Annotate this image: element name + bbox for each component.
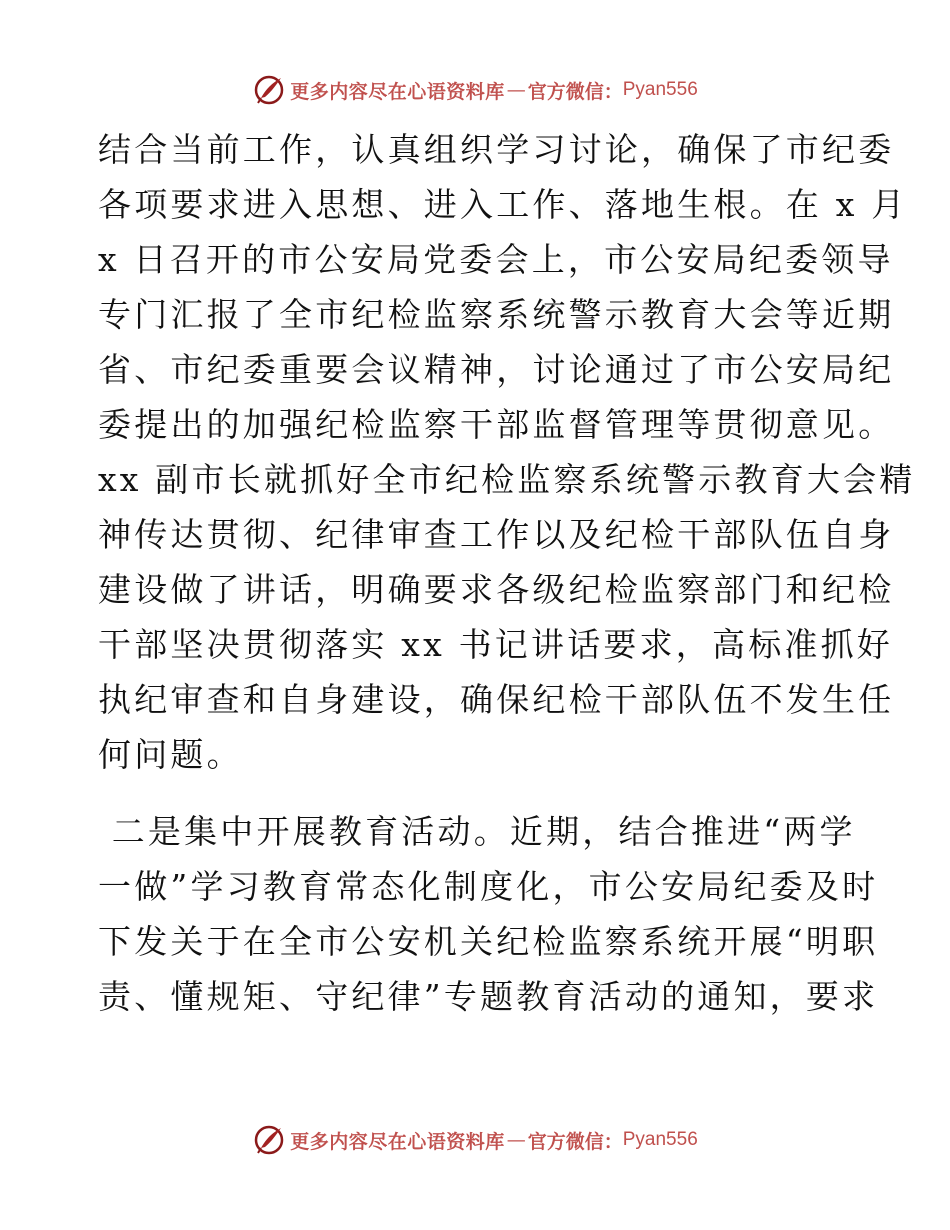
feather-pen-logo-icon	[252, 1123, 286, 1157]
header-banner	[0, 70, 950, 110]
footer-banner	[0, 1120, 950, 1160]
banner-title: 更多内容尽在心语资料库	[290, 80, 505, 103]
text-line: 委提出的加强纪检监察干部监督管理等贯彻意见。	[98, 405, 895, 444]
text-line: 二是集中开展教育活动。近期，结合推进“两学	[98, 812, 856, 851]
text-line: 何问题。	[98, 735, 243, 774]
text-line: 省、市纪委重要会议精神，讨论通过了市公安局纪	[98, 350, 895, 389]
banner-title: 更多内容尽在心语资料库	[290, 1130, 505, 1153]
text-line: 各项要求进入思想、进入工作、落地生根。在 x 月	[98, 185, 908, 224]
paragraph-2	[98, 804, 879, 1024]
banner-wechat-id: Pyan556	[622, 1129, 698, 1150]
text-line: xx 副市长就抓好全市纪检监察系统警示教育大会精	[98, 460, 916, 499]
text-line: 结合当前工作，认真组织学习讨论，确保了市纪委	[98, 130, 895, 169]
text-line: 下发关于在全市公安机关纪检监察系统开展“明职	[98, 922, 879, 961]
text-line: 干部坚决贯彻落实 xx 书记讲话要求，高标准抓好	[98, 625, 894, 664]
banner-official-label: 官方微信：	[527, 1130, 623, 1153]
text-line: 责、懂规矩、守纪律”专题教育活动的通知，要求	[98, 977, 879, 1016]
banner-dash: —	[506, 1129, 526, 1151]
document-body	[98, 122, 916, 1024]
text-line: 专门汇报了全市纪检监察系统警示教育大会等近期	[98, 295, 895, 334]
banner-wechat-id: Pyan556	[622, 79, 698, 100]
banner-dash: —	[506, 79, 526, 101]
text-line: x 日召开的市公安局党委会上，市公安局纪委领导	[98, 240, 894, 279]
feather-pen-logo-icon	[252, 73, 286, 107]
text-line: 建设做了讲话，明确要求各级纪检监察部门和纪检	[98, 570, 895, 609]
paragraph-spacer	[98, 782, 858, 804]
text-line: 执纪审查和自身建设，确保纪检干部队伍不发生任	[98, 680, 895, 719]
text-line: 神传达贯彻、纪律审查工作以及纪检干部队伍自身	[98, 515, 895, 554]
text-line: 一做”学习教育常态化制度化，市公安局纪委及时	[98, 867, 879, 906]
banner-official-label: 官方微信：	[527, 80, 623, 103]
paragraph-1	[98, 122, 916, 782]
